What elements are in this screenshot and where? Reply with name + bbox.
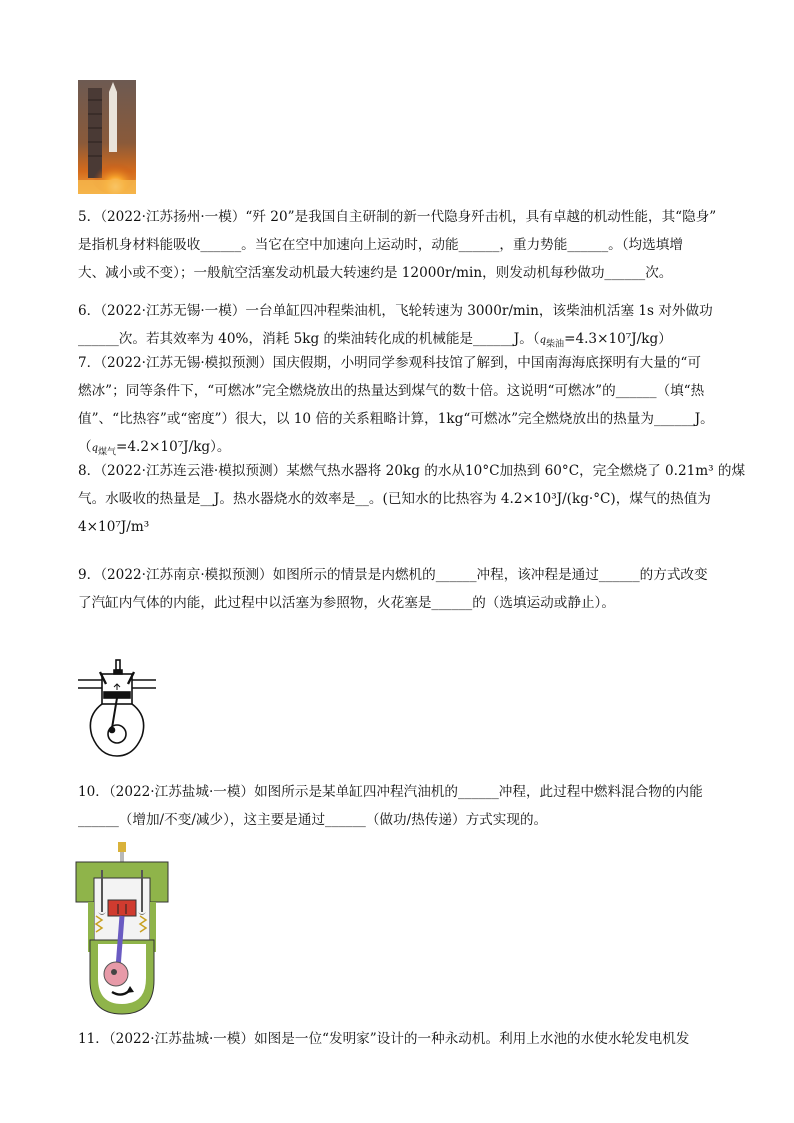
rocket-launch-image xyxy=(78,80,136,194)
question-10 xyxy=(78,778,718,834)
question-11 xyxy=(78,1025,718,1053)
q7-line-3: 值”、“比热容”或“密度”）很大，以 10 倍的关系粗略计算，1kg“可燃冰”完全燃烧放出的热量为______J。 xyxy=(78,411,714,427)
q5-line-1: 5．（2022·江苏扬州·一模）“歼 20”是我国自主研制的新一代隐身歼击机，具有卓越的机动性能，其“隐身” xyxy=(78,209,717,225)
q8-line-1: 8．（2022·江苏连云港·模拟预测）某燃气热水器将 20kg 的水从10°C加热到 60°C，完全燃烧了 0.21m³ 的煤 xyxy=(78,463,746,479)
q8-line-2: 气。水吸收的热量是__J。热水器烧水的效率是__。(已知水的比热容为 4.2×10³J/(kg·°C)，煤气的热值为 xyxy=(78,491,711,507)
q7-formula-value: =4.2×10⁷J/kg xyxy=(116,439,211,455)
engine-cylinder-diagram xyxy=(78,658,156,758)
q11-line-1: 11．（2022·江苏盐城·一模）如图是一位“发明家”设计的一种永动机。利用上水池的水使水轮发电机发 xyxy=(78,1031,690,1047)
gasoline-engine-diagram xyxy=(74,840,170,1016)
q7-line-1: 7．（2022·江苏无锡·模拟预测）国庆假期，小明同学参观科技馆了解到，中国南海海底探明有大量的“可 xyxy=(78,355,701,371)
q7-formula-symbol: q xyxy=(91,443,98,454)
q7-line-2: 燃冰”；同等条件下，“可燃冰”完全燃烧放出的热量达到煤气的数十倍。这说明“可燃冰”的______（填“热 xyxy=(78,383,705,399)
question-5 xyxy=(78,203,718,287)
q6-formula-symbol: q xyxy=(539,335,547,346)
q9-line-2: 了汽缸内气体的内能，此过程中以活塞为参照物，火花塞是______的（选填运动或静止）。 xyxy=(78,595,615,611)
q7-formula-subscript: 煤气 xyxy=(98,447,117,458)
q10-line-2: ______（增加/不变/减少），这主要是通过______（做功/热传递）方式实现的。 xyxy=(78,812,548,828)
q5-line-2: 是指机身材料能吸收______。当它在空中加速向上运动时，动能______，重力势能______。（均选填增 xyxy=(78,237,683,253)
question-7 xyxy=(78,349,718,467)
question-9 xyxy=(78,561,718,617)
q5-line-3: 大、减小或不变）；一般航空活塞发动机最大转速约是 12000r/min，则发动机每秒做功______次。 xyxy=(78,265,673,281)
q6-line-2: ______次。若其效率为 40%，消耗 5kg 的柴油转化成的机械能是______J。$(q_{柴油}=4.3\times 10^7J/kg)$ xyxy=(78,331,672,350)
q9-line-1: 9．（2022·江苏南京·模拟预测）如图所示的情景是内燃机的______冲程，该冲程是通过______的方式改变 xyxy=(78,567,708,583)
q7-line-4: $(q_{煤气}=4.2\times 10^7J/kg)$。 xyxy=(78,439,231,458)
q6-line-1: 6．（2022·江苏无锡·一模）一台单缸四冲程柴油机，飞轮转速为 3000r/min，该柴油机活塞 1s 对外做功 xyxy=(78,303,713,319)
question-8 xyxy=(78,457,746,541)
q8-line-3: 4×10⁷J/m³ xyxy=(78,519,150,535)
q6-formula-subscript: 柴油 xyxy=(546,339,565,350)
q6-formula-value: =4.3×10⁷J/kg xyxy=(564,331,659,347)
q10-line-1: 10．（2022·江苏盐城·一模）如图所示是某单缸四冲程汽油机的______冲程，此过程中燃料混合物的内能 xyxy=(78,784,703,800)
